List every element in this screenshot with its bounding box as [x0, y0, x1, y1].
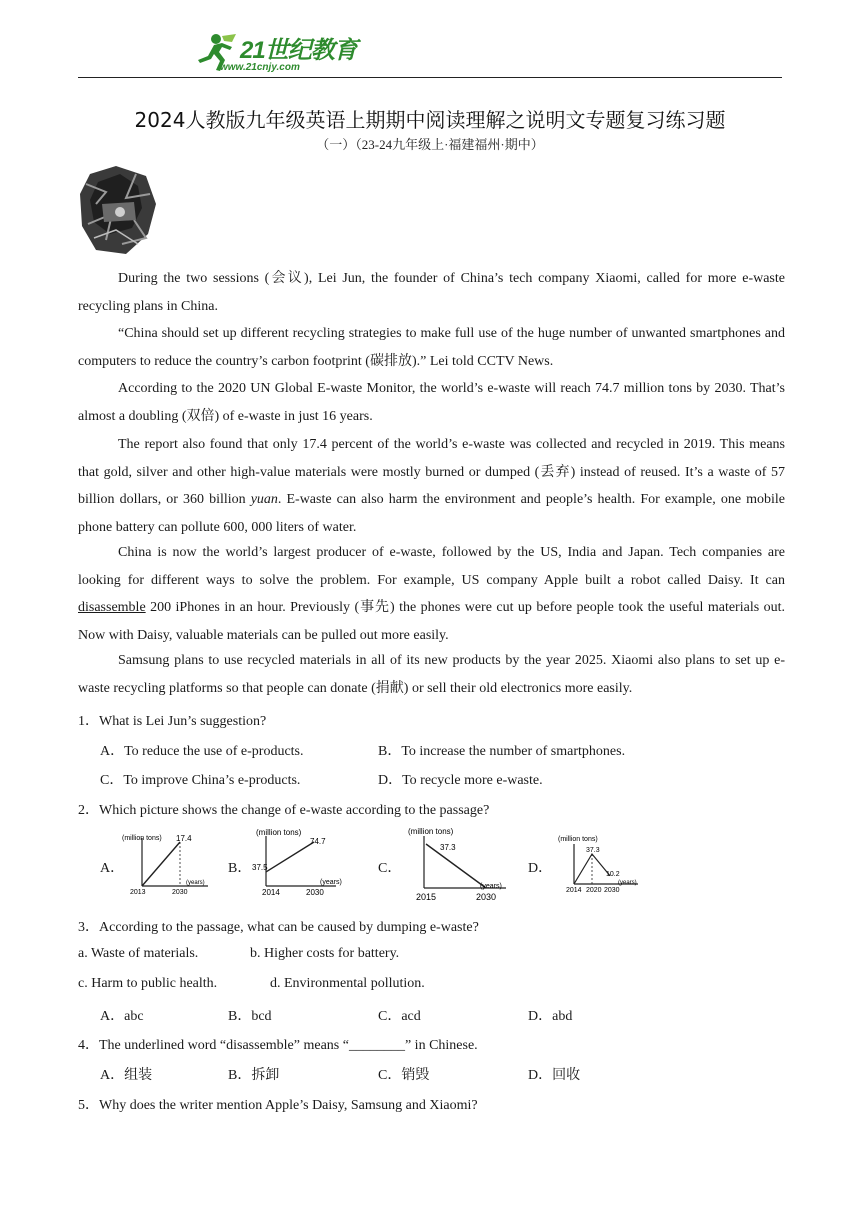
chart-c-series-line [426, 844, 486, 888]
q1-option-b[interactable]: B．To increase the number of smartphones. [378, 744, 626, 759]
chart-c [396, 824, 516, 904]
q2-option-c[interactable]: C． [378, 861, 402, 876]
question-2-stem: 2．Which picture shows the change of e-waste according to the passage? [78, 803, 490, 818]
question-1-stem: 1．What is Lei Jun’s suggestion? [78, 714, 267, 729]
chart-b-tick-1: 2030 [306, 888, 324, 897]
site-logo [192, 32, 362, 76]
q4-option-d[interactable]: D．回收 [528, 1068, 581, 1083]
page-header [0, 0, 860, 80]
q4-option-a[interactable]: A．组装 [100, 1068, 153, 1083]
passage-paragraph-3: According to the 2020 UN Global E-waste Monitor, the world’s e-waste will reach 74.7 million tons by 2030. That’s almost a doubling (双倍) of e-waste in just 16 years. [78, 381, 785, 424]
chart-d-xlabel: (years) [618, 880, 637, 886]
header-divider [78, 77, 782, 78]
chart-a-tick-1: 2030 [172, 889, 188, 896]
passage-paragraph-4: The report also found that only 17.4 percent of the world’s e-waste was collected and recycled in 2019. This means that gold, silver and other high-value materials were mostly burned or dumped (丢弃) instead of reused. It’s a waste of 57 billion dollars, or 360 billion yuan. E-waste can also harm the environment and people’s health. For example, one mobile phone battery can pollute 600, 000 liters of water. [78, 437, 785, 535]
q3-item-c: c. Harm to public health. [78, 976, 218, 991]
chart-d [546, 832, 652, 896]
chart-b-data-label-1: 74.7 [310, 837, 326, 846]
chart-c-ylabel: (million tons) [408, 827, 454, 836]
q3-option-c[interactable]: C．acd [378, 1009, 421, 1024]
chart-d-data-label-0: 37.3 [586, 847, 600, 854]
chart-b-series-line [266, 842, 314, 872]
chart-c-xlabel: (years) [480, 883, 502, 890]
chart-d-tick-2: 2030 [604, 887, 620, 894]
chart-b-data-label-0: 37.5 [252, 863, 268, 872]
q2-option-b[interactable]: B． [228, 861, 252, 876]
question-3-stem: 3．According to the passage, what can be caused by dumping e-waste? [78, 920, 479, 935]
q3-item-d: d. Environmental pollution. [270, 976, 425, 991]
chart-b-tick-0: 2014 [262, 888, 280, 897]
q3-option-d[interactable]: D．abd [528, 1009, 573, 1024]
chart-a-xlabel: (years) [186, 880, 205, 886]
chart-c-tick-0: 2015 [416, 892, 437, 902]
page-title: 2024人教版九年级英语上期期中阅读理解之说明文专题复习练习题 [134, 108, 726, 132]
q1-option-c[interactable]: C．To improve China’s e-products. [100, 773, 301, 788]
logo-url: www.21cnjy.com [220, 62, 300, 73]
chart-b-ylabel: (million tons) [256, 828, 302, 837]
chart-d-data-label-1: 10.2 [606, 871, 620, 878]
q3-item-b: b. Higher costs for battery. [250, 946, 400, 961]
question-5-stem: 5．Why does the writer mention Apple’s Daisy, Samsung and Xiaomi? [78, 1098, 478, 1113]
q1-option-a[interactable]: A．To reduce the use of e-products. [100, 744, 304, 759]
passage-paragraph-2: “China should set up different recycling strategies to make full use of the huge number of unwanted smartphones and computers to reduce the country’s carbon footprint (碳排放).” Lei told CCTV News. [78, 326, 785, 369]
passage-paragraph-6: Samsung plans to use recycled materials in all of its new products by the year 2025. Xiaomi also plans to set up e-waste recycling platforms so that people can donate (捐献) or sell their old electronics more easily. [78, 653, 785, 696]
passage-paragraph-5: China is now the world’s largest producer of e-waste, followed by the US, India and Japan. Tech companies are looking for different ways to solve the problem. For example, US company Apple built a robot called Daisy. It can disassemble 200 iPhones in an hour. Previously (事先) the phones were cut up before people took the useful materials out. Now with Daisy, valuable materials can be pulled out more easily. [78, 545, 785, 643]
chart-d-ylabel: (million tons) [558, 836, 598, 843]
question-4-stem: 4．The underlined word “disassemble” means “________” in Chinese. [78, 1038, 478, 1053]
underlined-word: disassemble [78, 600, 146, 615]
chart-c-data-label: 37.3 [440, 843, 456, 852]
chart-a [118, 830, 218, 896]
chart-c-tick-1: 2030 [476, 892, 497, 902]
chart-a-series-line [142, 842, 180, 886]
chart-a-tick-0: 2013 [130, 889, 146, 896]
q2-option-a[interactable]: A． [100, 861, 125, 876]
q3-option-a[interactable]: A．abc [100, 1009, 144, 1024]
q1-option-d[interactable]: D．To recycle more e-waste. [378, 773, 543, 788]
q4-option-c[interactable]: C．销毁 [378, 1068, 430, 1083]
q3-item-a: a. Waste of materials. [78, 946, 199, 961]
ewaste-photo [76, 164, 160, 258]
q4-option-b[interactable]: B．拆卸 [228, 1068, 280, 1083]
chart-a-ylabel: (million tons) [122, 835, 162, 842]
q2-option-d[interactable]: D． [528, 861, 553, 876]
chart-a-data-label: 17.4 [176, 834, 192, 843]
chart-b [246, 826, 350, 898]
passage-paragraph-1: During the two sessions (会议), Lei Jun, the founder of China’s tech company Xiaomi, called for more e-waste recycling plans in China. [78, 271, 785, 314]
chart-b-xlabel: (years) [320, 879, 342, 886]
chart-d-tick-0: 2014 [566, 887, 582, 894]
logo-text: 21世纪教育 [240, 37, 357, 64]
chart-d-tick-1: 2020 [586, 887, 602, 894]
page-subtitle: （一）（23-24九年级上·福建福州·期中） [316, 137, 544, 152]
q3-option-b[interactable]: B．bcd [228, 1009, 272, 1024]
